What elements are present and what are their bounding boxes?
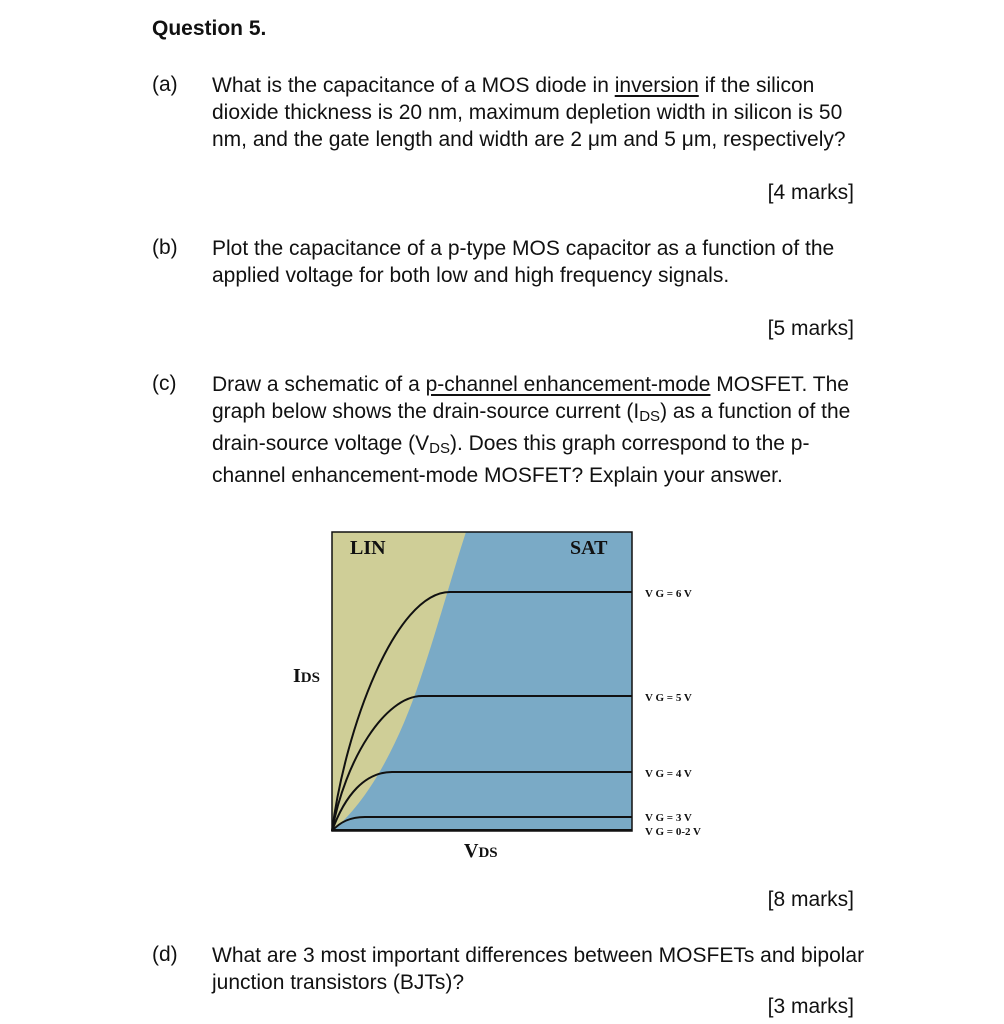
- vg4-label: V G = 4 V: [645, 768, 692, 780]
- ids-vds-graph: [280, 525, 740, 870]
- vg3-label: V G = 3 V: [645, 812, 692, 824]
- vg5-label: V G = 5 V: [645, 692, 692, 704]
- part-a-label: (a): [152, 73, 178, 96]
- lin-label: LIN: [350, 537, 386, 559]
- question-title: Question 5.: [152, 17, 267, 40]
- part-c-marks: [8 marks]: [767, 888, 854, 911]
- part-d-text: What are 3 most important differences between MOSFETs and bipolar junction transistors (BJTs)?: [212, 944, 865, 994]
- part-b-marks: [5 marks]: [767, 317, 854, 340]
- part-c-underlined-term: p-channel enhancement-mode: [425, 373, 711, 396]
- y-axis-label: IDS: [293, 665, 320, 687]
- part-d-marks: [3 marks]: [767, 995, 854, 1018]
- part-b-text: Plot the capacitance of a p-type MOS capacitor as a function of the applied voltage for both low and high frequency signals.: [212, 237, 835, 287]
- part-a-text: What is the capacitance of a MOS diode in inversion if the silicon dioxide thickness is 20 nm, maximum depletion width in silicon is 50 nm, and the gate length and width are 2 μm and 5 μm, respectively?: [212, 74, 846, 151]
- sat-label: SAT: [570, 537, 608, 559]
- part-a-marks: [4 marks]: [767, 181, 854, 204]
- vg0-2-label: V G = 0-2 V: [645, 826, 701, 838]
- part-a-underlined-term: inversion: [614, 74, 699, 97]
- part-b-label: (b): [152, 236, 178, 259]
- x-axis-label: VDS: [464, 840, 498, 862]
- part-c-label: (c): [152, 372, 177, 395]
- part-c-text: Draw a schematic of a p-channel enhancement-mode MOSFET. The graph below shows the drain-source current $(I_{DS})$ as a function of the drain-source voltage $(V_{DS})$. Does this graph correspond to the p-channel enhancement-mode MOSFET? Explain your answer.: [212, 373, 851, 487]
- part-d-label: (d): [152, 943, 178, 966]
- vg6-label: V G = 6 V: [645, 588, 692, 600]
